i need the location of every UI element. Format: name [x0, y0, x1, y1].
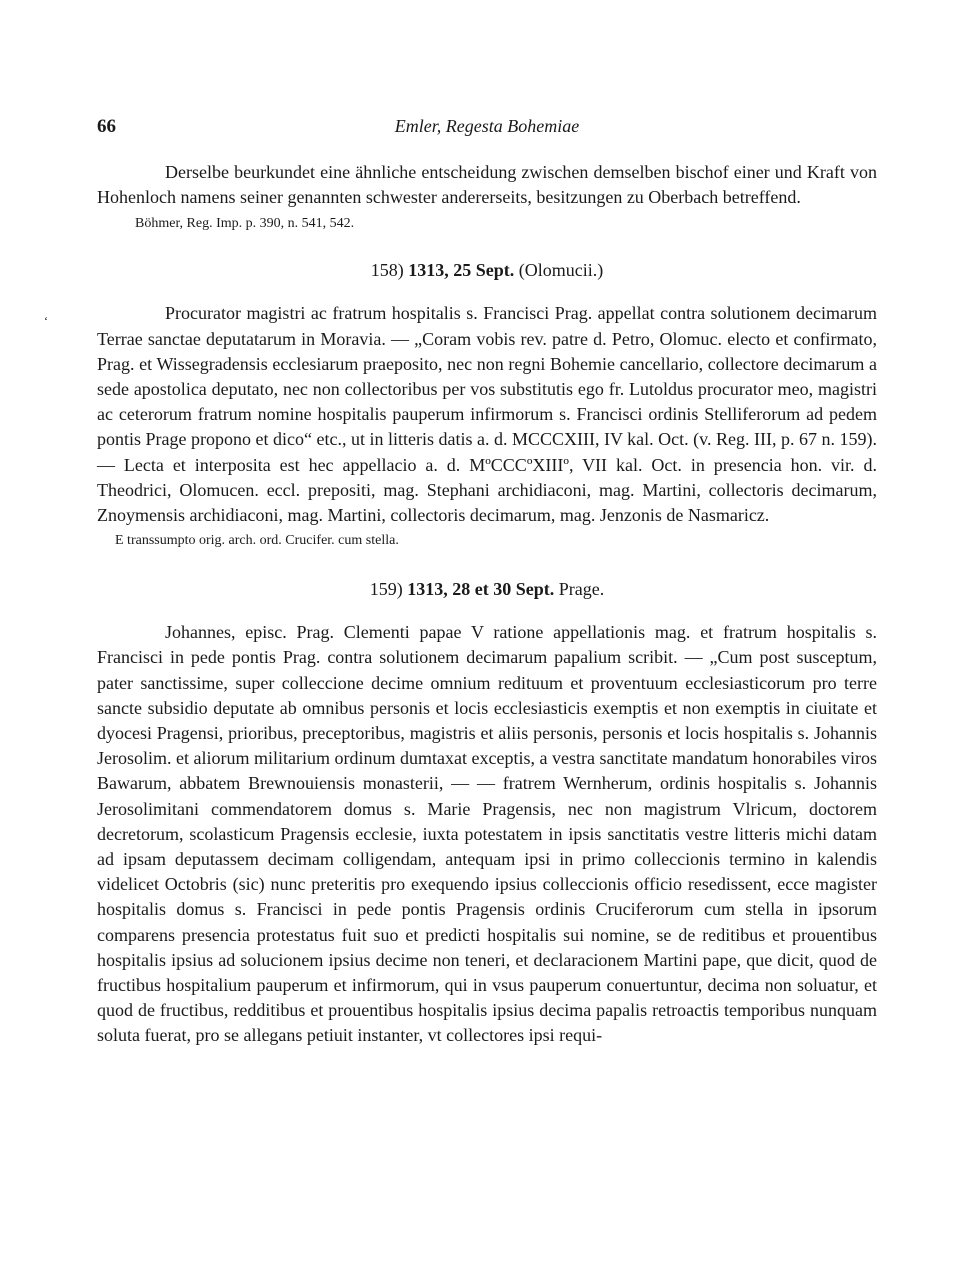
- prev-entry-text: Derselbe beurkundet eine ähnliche entscheidung zwischen demselben bischof einer und Kraft von Hohenloch namens seiner genannten schwester andererseits, besitzungen zu Oberbach betreffend.: [97, 162, 877, 208]
- entry-159-date: 1313, 28 et 30 Sept.: [407, 579, 555, 600]
- running-title: Emler, Regesta Bohemiae: [394, 116, 580, 136]
- entry-159-text: Johannes, episc. Prag. Clementi papae V ratione appellationis mag. et fratrum hospitalis s. Francisci in pede pontis Prag. contra solutionem decimarum papalium scribit. — „Cum post susceptum, pater sanctissime, super colleccione decime omnium redituum et proventuum ecclesiasticorum pro terre sancte subsidio deputate ab omnibus personis et locis ecclesiasticis exemptis et non exemptis in ciuitate et dyocesi Pragensi, prioribus, preceptoribus, magistris et aliis personis, personis et locis hospitalis s. Johannis Jerosolim. et aliorum militarium ordinum dumtaxat exceptis, a vestra sanctitate mandatum honorabiles viros Bawarum, abbatem Brewnouiensis monasterii, — — fratrem Wernherum, ordinis hospitalis s. Johannis Jerosolimitani commendatorem domus s. Marie Pragensis, nec non magistrum Vlricum, doctorem decretorum, scolasticum Pragensis ecclesie, iuxta potestatem in ipsis sanctitatis vestre litteris michi datam ad ipsam deputassem decimam colligendam, antequam ipsi in primo colleccionis termino in kalendis videlicet Octobris (sic) nunc preteritis pro exequendo ipsius colleccionis officio resedissent, ecce magister hospitalis domus s. Francisci in pede pontis Pragensis ordinis Cruciferorum cum stella in ipsorum comparens presencia protestatus fuit suo et predicti hospitalis sui nomine, se de reditibus et prouentibus hospitalis ipsius ad solucionem ipsius decime non teneri, et declaracionem Martini pape, que dicit, quod de fructibus hospitalium pauperum et infirmorum, qui in vsus pauperum conuertuntur, decima non soluatur, et quod de fructibus, redditibus et prouentibus hospitalis ipsius decima papalis retroactis temporibus nunquam soluta fuerat, pro se allegans petiuit instanter, vt collectores ipsi requi-: [97, 622, 877, 1046]
- page-number: 66: [97, 116, 116, 137]
- entry-158-heading: [97, 258, 877, 283]
- entry-158-number: 158): [370, 260, 404, 281]
- page-body: [97, 160, 877, 1049]
- page-header: [97, 116, 877, 140]
- entry-158-place: (Olomucii.): [518, 260, 604, 281]
- entry-158-text: Procurator magistri ac fratrum hospitalis s. Francisci Prag. appellat contra solutionem decimarum Terrae sanctae deputatarum in Moravia. — „Coram vobis rev. patre d. Petro, Olomuc. electo et confirmato, Prag. et Wissegradensis ecclesiarum praeposito, nec non regni Bohemie cancellario, collectore decimarum a sede apostolica deputato, nec non collectoribus per vos substitutis ego fr. Lutoldus procurator meo, magistri ac ceterorum fratrum nomine hospitalis pauperum infirmorum s. Francisci ordinis Stelliferorum ad pedem pontis Prage propono et dico“ etc., ut in litteris datis a. d. MCCCXIII, IV kal. Oct. (v. Reg. III, p. 67 n. 159). — Lecta et interposita est hec appellacio a. d. MºCCCºXIIIº, VII kal. Oct. in presencia hon. vir. d. Theodrici, Olomucen. eccl. prepositi, mag. Stephani archidiaconi, mag. Martini, collectoris decimarum, Znoymensis archidiaconi, mag. Martini, collectoris decimarum, mag. Jenzonis de Nasmaricz.: [97, 303, 877, 526]
- entry-158-source: E transsumpto orig. arch. ord. Crucifer. cum stella.: [115, 533, 399, 549]
- margin-mark: ‘: [44, 314, 48, 328]
- prev-entry-source: Böhmer, Reg. Imp. p. 390, n. 541, 542.: [135, 216, 355, 232]
- entry-158-date: 1313, 25 Sept.: [408, 260, 515, 281]
- entry-159-heading: [97, 577, 877, 602]
- entry-159-place: Prage.: [558, 579, 605, 600]
- entry-159-number: 159): [369, 579, 403, 600]
